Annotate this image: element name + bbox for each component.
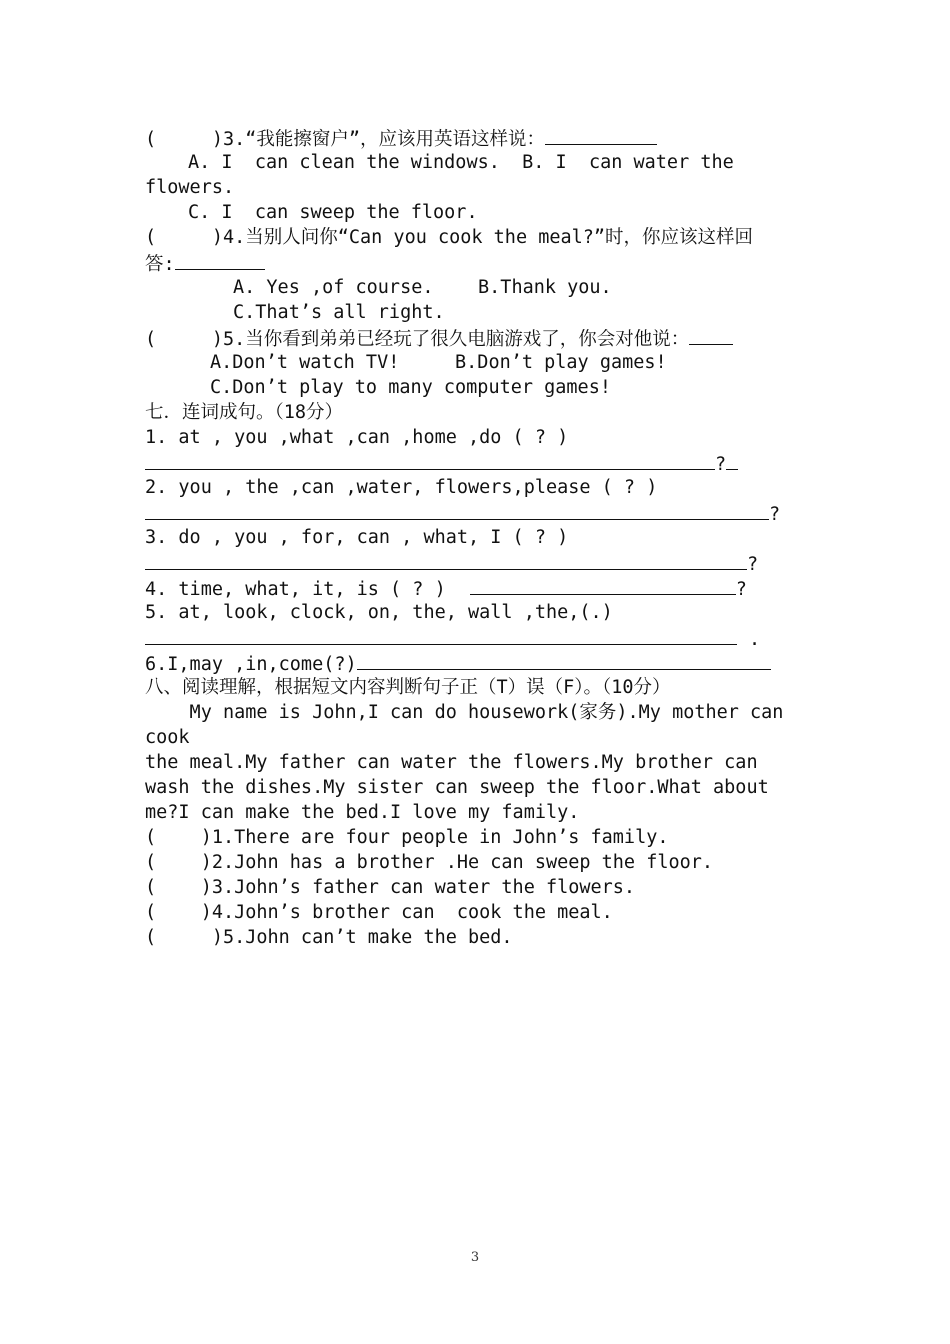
sentence-1-answer: [145, 450, 738, 475]
question-5: [145, 325, 733, 350]
sentence-5-end-mark: .: [749, 629, 761, 650]
page-number: 3: [470, 1250, 480, 1265]
answer-blank[interactable]: [175, 250, 265, 270]
sentence-2-end-mark: ?: [769, 504, 781, 525]
sentence-5-words: 5. at, look, clock, on, the, wall ,the,(.): [145, 602, 613, 623]
passage-line: the meal.My father can water the flowers.My brother can: [145, 752, 758, 773]
true-false-item-2: ( )2.John has a brother .He can sweep the floor.: [145, 852, 714, 873]
section-8-heading: 八、阅读理解，根据短文内容判断句子正（T）误（F）。（10分）: [145, 677, 671, 698]
question-4: ( )4.当别人问你“Can you cook the meal?”时，你应该这样回: [145, 227, 754, 248]
sentence-3-end-mark: ?: [747, 554, 759, 575]
sentence-3-answer: [145, 550, 758, 575]
sentence-2-words: 2. you , the ,can ,water, flowers,please ( ? ): [145, 477, 658, 498]
answer-line-tail: [726, 450, 738, 470]
question-4-option-c: C.That’s all right.: [233, 302, 445, 323]
sentence-4-end-mark: ?: [735, 579, 747, 600]
true-false-item-1: ( )1.There are four people in John’s family.: [145, 827, 669, 848]
answer-line[interactable]: [145, 625, 737, 645]
question-3-options-ab-cont: flowers.: [145, 177, 235, 198]
true-false-item-3: ( )3.John’s father can water the flowers.: [145, 877, 636, 898]
sentence-6-words: 6.I,may ,in,come(?): [145, 654, 357, 675]
passage-line: cook: [145, 727, 190, 748]
true-false-item-4: ( )4.John’s brother can cook the meal.: [145, 902, 613, 923]
sentence-4: [145, 575, 747, 600]
question-4-options-ab: A. Yes ,of course. B.Thank you.: [233, 277, 612, 298]
answer-line[interactable]: [145, 500, 769, 520]
true-false-item-5: ( )5.John can’t make the bed.: [145, 927, 513, 948]
question-3-options-ab: A. I can clean the windows. B. I can water the: [188, 152, 734, 173]
sentence-5-answer: [145, 625, 760, 650]
passage-line: wash the dishes.My sister can sweep the floor.What about: [145, 777, 769, 798]
answer-line[interactable]: [357, 650, 771, 670]
answer-line[interactable]: [145, 450, 715, 470]
answer-blank[interactable]: [545, 125, 657, 145]
sentence-2-answer: [145, 500, 780, 525]
question-4-cont-text: 答:: [145, 254, 175, 275]
question-3-option-c: C. I can sweep the floor.: [188, 202, 478, 223]
question-5-text: ( )5.当你看到弟弟已经玩了很久电脑游戏了，你会对他说：: [145, 329, 690, 350]
sentence-1-words: 1. at , you ,what ,can ,home ,do ( ? ): [145, 427, 569, 448]
question-3-text: ( )3.“我能擦窗户”，应该用英语这样说：: [145, 129, 546, 150]
sentence-1-end-mark: ?: [715, 454, 727, 475]
passage-line: My name is John,I can do housework(家务).My mother can: [145, 702, 784, 723]
sentence-3-words: 3. do , you , for, can , what, I ( ? ): [145, 527, 569, 548]
answer-blank[interactable]: [689, 325, 733, 345]
sentence-6: [145, 650, 771, 675]
question-5-option-c: C.Don’t play to many computer games!: [210, 377, 611, 398]
section-7-heading: 七．连词成句。（18分）: [145, 402, 344, 423]
question-5-options-ab: A.Don’t watch TV! B.Don’t play games!: [210, 352, 667, 373]
answer-line[interactable]: [470, 575, 736, 595]
passage-line: me?I can make the bed.I love my family.: [145, 802, 580, 823]
question-3: [145, 125, 657, 150]
question-4-cont: [145, 250, 265, 275]
answer-line[interactable]: [145, 550, 747, 570]
sentence-4-words: 4. time, what, it, is ( ? ): [145, 579, 446, 600]
